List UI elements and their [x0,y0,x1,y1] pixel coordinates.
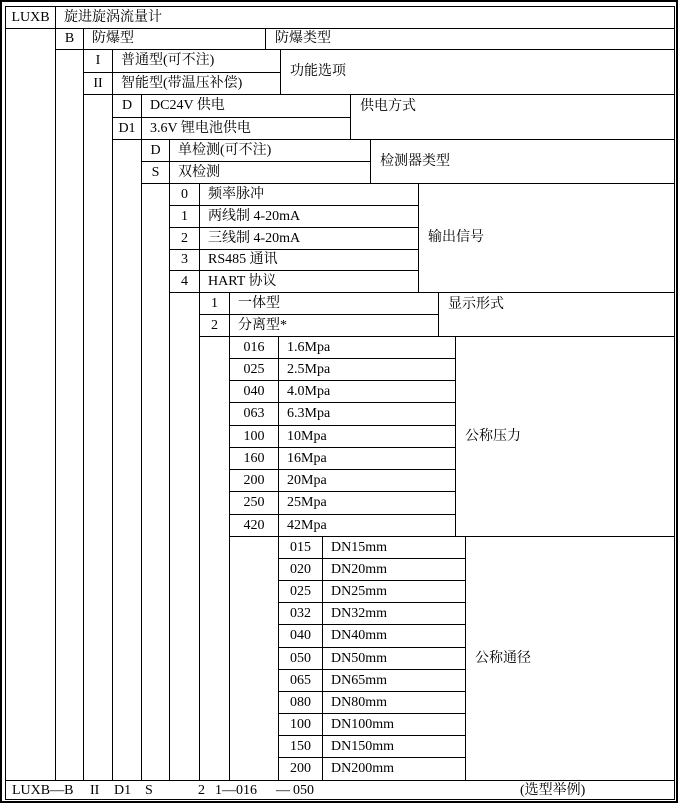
desc-cell: 三线制 4-20mA [199,227,419,250]
code-cell: 1 [199,292,230,315]
desc-cell: 频率脉冲 [199,183,419,206]
example-token: — [276,782,290,798]
desc-cell: 10Mpa [278,425,456,448]
desc-cell: DC24V 供电 [141,94,351,118]
example-token: D1 [114,782,132,798]
code-cell: 0 [169,183,200,206]
empty-column [5,28,56,781]
desc-cell: 智能型(带温压补偿) [112,72,281,95]
empty-column [199,336,230,781]
code-cell: 015 [278,536,323,559]
code-cell: D [141,139,170,162]
code-cell: 025 [229,358,279,381]
empty-column [141,183,170,781]
desc-cell: DN200mm [322,757,466,781]
desc-cell: 42Mpa [278,514,456,537]
group-label-cell: 防爆类型 [265,28,675,50]
code-cell: 100 [229,425,279,448]
group-label-cell: 功能选项 [280,49,675,95]
empty-column [229,536,279,781]
group-label-cell: 公称通径 [465,536,675,781]
desc-cell: 6.3Mpa [278,402,456,426]
desc-cell: DN50mm [322,647,466,670]
code-cell: D1 [112,117,142,140]
example-note: (选型举例) [520,782,586,798]
desc-cell: 2.5Mpa [278,358,456,381]
code-cell: 200 [278,757,323,781]
desc-cell: 一体型 [229,292,439,315]
desc-cell: 16Mpa [278,447,456,470]
example-token: 2 [198,782,205,798]
desc-cell: 3.6V 锂电池供电 [141,117,351,140]
code-cell: 2 [199,314,230,337]
code-cell: 150 [278,735,323,758]
example-token: 1—016 [215,782,257,798]
group-label-cell: 供电方式 [350,94,675,140]
group-label-cell: 显示形式 [438,292,675,337]
model-name-cell: 旋进旋涡流量计 [55,6,675,29]
code-cell: D [112,94,142,118]
code-cell: 080 [278,691,323,714]
code-cell: 420 [229,514,279,537]
code-cell: 065 [278,669,323,692]
code-cell: S [141,161,170,184]
code-cell: I [83,49,113,73]
code-cell: 025 [278,580,323,603]
desc-cell: HART 协议 [199,270,419,293]
code-cell: 100 [278,713,323,736]
model-code-cell: LUXB [5,6,56,29]
desc-cell: 普通型(可不注) [112,49,281,73]
example-token: II [90,782,100,798]
desc-cell: DN65mm [322,669,466,692]
group-label-cell: 输出信号 [418,183,675,293]
code-cell: 3 [169,249,200,271]
desc-cell: 防爆型 [83,28,266,50]
example-token: LUXB—B [12,782,74,798]
empty-column [112,139,142,781]
desc-cell: DN40mm [322,624,466,648]
desc-cell: 单检测(可不注) [169,139,371,162]
code-cell: 063 [229,402,279,426]
desc-cell: DN20mm [322,558,466,581]
code-cell: 020 [278,558,323,581]
code-cell: 2 [169,227,200,250]
example-token: S [145,782,153,798]
code-cell: 050 [278,647,323,670]
code-cell: 4 [169,270,200,293]
desc-cell: DN80mm [322,691,466,714]
code-cell: 160 [229,447,279,470]
code-cell: 250 [229,491,279,515]
desc-cell: 双检测 [169,161,371,184]
code-cell: 016 [229,336,279,359]
desc-cell: 25Mpa [278,491,456,515]
desc-cell: DN100mm [322,713,466,736]
desc-cell: 1.6Mpa [278,336,456,359]
group-label-cell: 公称压力 [455,336,675,537]
code-cell: 200 [229,469,279,492]
desc-cell: DN32mm [322,602,466,625]
desc-cell: 分离型* [229,314,439,337]
desc-cell: 20Mpa [278,469,456,492]
code-cell: 032 [278,602,323,625]
code-cell: 040 [229,380,279,403]
example-token: 050 [293,782,314,798]
group-label-cell: 检测器类型 [370,139,675,184]
code-cell: II [83,72,113,95]
empty-column [55,49,84,781]
desc-cell: 4.0Mpa [278,380,456,403]
desc-cell: 两线制 4-20mA [199,205,419,228]
empty-column [83,94,113,781]
empty-column [169,292,200,781]
desc-cell: RS485 通讯 [199,249,419,271]
code-cell: B [55,28,84,50]
desc-cell: DN15mm [322,536,466,559]
desc-cell: DN150mm [322,735,466,758]
code-cell: 040 [278,624,323,648]
code-cell: 1 [169,205,200,228]
desc-cell: DN25mm [322,580,466,603]
